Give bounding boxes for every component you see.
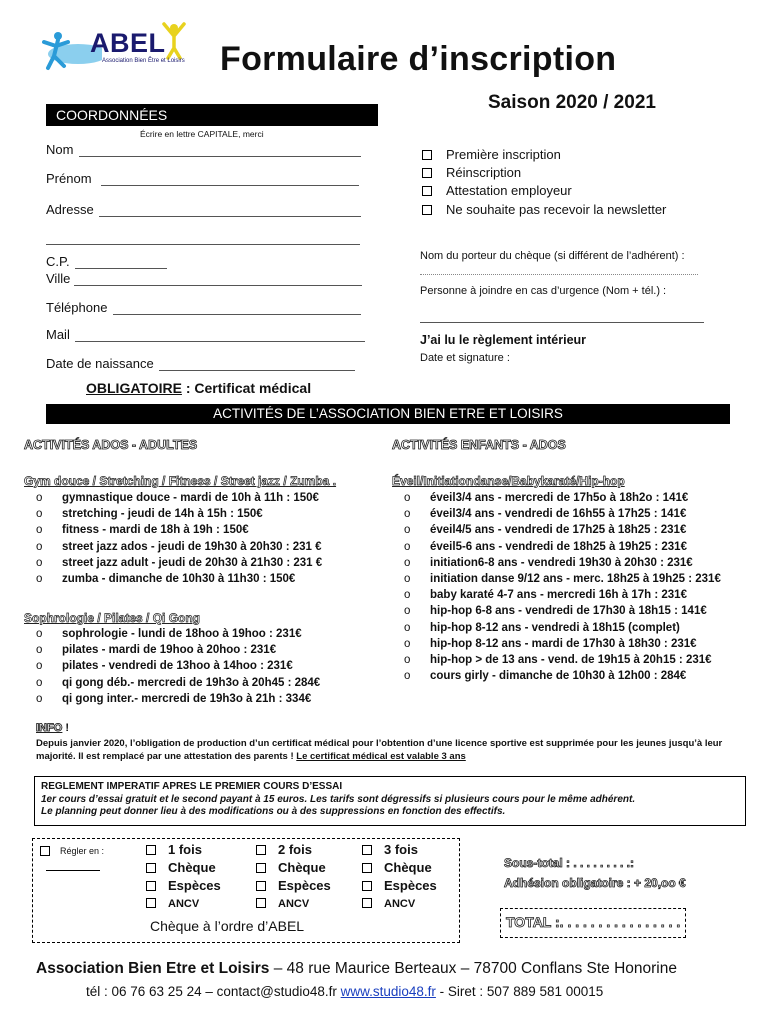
checkbox[interactable] <box>362 881 372 891</box>
activity-item <box>24 539 322 555</box>
footer-contact: tél : 06 76 63 25 24 – contact@studio48.fr <box>86 984 341 999</box>
reglement-title: REGLEMENT IMPERATIF APRES LE PREMIER COURS D’ESSAI <box>41 781 343 792</box>
activity-text: zumba - dimanche de 10h30 à 11h30 : 150€ <box>62 572 296 585</box>
bullet-icon: o <box>404 508 411 521</box>
urgence-label: Personne à joindre en cas d’urgence (Nom + tél.) : <box>420 285 667 297</box>
activity-item <box>392 490 721 506</box>
footer-assoc-line <box>36 960 677 978</box>
page-title: Formulaire d’inscription <box>220 40 617 78</box>
checkbox[interactable] <box>146 863 156 873</box>
checkbox[interactable] <box>146 845 156 855</box>
kids-title: ACTIVITÉS ENFANTS - ADOS <box>392 438 566 452</box>
activity-text: initiation danse 9/12 ans - merc. 18h25 à 19h25 : 231€ <box>430 572 721 585</box>
sophro-section-title: Sophrologie / Pilates / Qi Gong <box>24 611 201 625</box>
sous-total-label: Sous-total : . . . . . . . . .: <box>504 856 635 870</box>
activity-text: street jazz ados - jeudi de 19h30 à 20h30 : 231 € <box>62 540 322 553</box>
total-label: TOTAL :. . . . . . . . . . . . . . . . <box>506 914 681 930</box>
attestation-label: Attestation employeur <box>446 183 572 198</box>
activity-item <box>24 490 322 506</box>
bullet-icon: o <box>36 660 43 673</box>
activity-text: fitness - mardi de 18h à 19h : 150€ <box>62 524 249 537</box>
nom-label: Nom <box>46 142 74 157</box>
logo-subtitle: Association Bien Être et Loisirs <box>102 58 185 64</box>
checkbox[interactable] <box>422 205 432 215</box>
ordre-label: Chèque à l’ordre d’ABEL <box>150 918 305 934</box>
bullet-icon: o <box>36 508 43 521</box>
bullet-icon: o <box>36 556 43 569</box>
activity-text: sophrologie - lundi de 18hoo à 19hoo : 231€ <box>62 628 302 640</box>
info-link: Le certificat médical est valable 3 ans <box>296 751 466 762</box>
activity-item <box>392 506 721 522</box>
activity-item <box>392 636 721 652</box>
prenom-field[interactable] <box>46 171 359 186</box>
ancv-option[interactable] <box>146 898 199 910</box>
gym-list <box>24 490 322 587</box>
activity-text: gymnastique douce - mardi de 10h à 11h : 150€ <box>62 492 319 504</box>
season-label: Saison 2020 / 2021 <box>488 92 656 113</box>
especes-option[interactable] <box>146 878 221 893</box>
kids-list <box>392 490 721 684</box>
info-label: INFO <box>36 722 63 734</box>
checkbox[interactable] <box>40 846 50 856</box>
reinscription-option[interactable] <box>422 165 521 180</box>
activity-item <box>24 658 320 674</box>
reglement-box <box>34 776 746 826</box>
activity-text: pilates - mardi de 19hoo à 20hoo : 231€ <box>62 644 277 657</box>
bullet-icon: o <box>404 637 411 650</box>
activity-item <box>392 652 721 668</box>
checkbox[interactable] <box>362 863 372 873</box>
sophro-list <box>24 626 320 707</box>
regler-label: Régler en : <box>60 846 105 856</box>
bullet-icon: o <box>36 676 43 689</box>
fois-option[interactable] <box>146 842 202 857</box>
coordonnees-bar: COORDONNÉES <box>46 104 378 126</box>
bullet-icon: o <box>404 572 411 585</box>
activity-item <box>24 691 320 707</box>
logo-text: ABEL <box>90 28 166 58</box>
activity-item <box>392 555 721 571</box>
bullet-icon: o <box>404 492 411 504</box>
footer-contact-line <box>86 984 603 999</box>
bullet-icon: o <box>36 692 43 705</box>
checkbox[interactable] <box>146 898 156 908</box>
activity-text: éveil5-6 ans - vendredi de 18h25 à 19h25 : 231€ <box>430 540 687 553</box>
gym-section-title: Gym douce / Stretching / Fitness / Street jazz / Zumba . <box>24 474 337 488</box>
bullet-icon: o <box>404 653 411 666</box>
bullet-icon: o <box>36 492 43 504</box>
adhesion-label: Adhésion obligatoire : + 20,oo € <box>504 876 686 890</box>
ancv-option-label: ANCV <box>278 898 310 910</box>
fois-option-label: 1 fois <box>168 842 202 857</box>
regler-field[interactable] <box>46 870 100 871</box>
urgence-field[interactable] <box>420 322 704 323</box>
certificat-label: : Certificat médical <box>181 380 312 396</box>
premiere-label: Première inscription <box>446 147 561 162</box>
especes-option[interactable] <box>256 878 331 893</box>
bullet-icon: o <box>404 621 411 634</box>
checkbox[interactable] <box>256 863 266 873</box>
attestation-option[interactable] <box>422 183 572 198</box>
especes-option[interactable] <box>362 878 437 893</box>
telephone-field[interactable] <box>46 300 361 315</box>
activity-text: initiation6-8 ans - vendredi 19h30 à 20h30 : 231€ <box>430 556 693 569</box>
telephone-label: Téléphone <box>46 300 108 315</box>
activity-item <box>24 626 320 642</box>
activity-text: éveil4/5 ans - vendredi de 17h25 à 18h25 : 231€ <box>430 524 687 537</box>
activity-text: stretching - jeudi de 14h à 15h : 150€ <box>62 508 263 521</box>
footer-siret: - Siret : 507 889 581 00015 <box>435 984 604 999</box>
fois-option[interactable] <box>256 842 312 857</box>
cheque-option[interactable] <box>256 860 326 875</box>
kids-section-title: Éveil/Initiationdanse/Babykaraté/Hip-hop <box>392 474 625 488</box>
activity-text: éveil3/4 ans - mercredi de 17h5o à 18h2o : 141€ <box>430 492 689 504</box>
bullet-icon: o <box>404 540 411 553</box>
activity-item <box>392 539 721 555</box>
activity-text: hip-hop 8-12 ans - vendredi à 18h15 (complet) <box>430 621 680 634</box>
activity-item <box>24 555 322 571</box>
info-text: Depuis janvier 2020, l’obligation de production d’un certificat médical pour l’obtention d’une licence sportive est supprimée pour les jeunes jusqu’à leur majorité. Il est remplacé par une attestation des parents ! <box>36 738 723 762</box>
reinscription-label: Réinscription <box>446 165 522 180</box>
ancv-option-label: ANCV <box>168 898 200 910</box>
checkbox[interactable] <box>256 845 266 855</box>
bullet-icon: o <box>36 644 43 657</box>
naissance-field[interactable] <box>46 356 355 371</box>
fois-option[interactable] <box>362 842 418 857</box>
activity-item <box>392 620 721 636</box>
footer-assoc: Association Bien Etre et Loisirs <box>36 960 270 977</box>
checkbox[interactable] <box>422 150 432 160</box>
cheque-option-label: Chèque <box>168 860 216 875</box>
ancv-option[interactable] <box>256 898 309 910</box>
activity-text: éveil3/4 ans - vendredi de 16h55 à 17h25 : 141€ <box>430 508 687 521</box>
ancv-option[interactable] <box>362 898 415 910</box>
activity-item <box>392 603 721 619</box>
newsletter-label: Ne souhaite pas recevoir la newsletter <box>446 202 667 217</box>
activity-text: hip-hop 6-8 ans - vendredi de 17h30 à 18h15 : 141€ <box>430 605 707 618</box>
capitale-note: Écrire en lettre CAPITALE, merci <box>140 129 264 139</box>
activity-text: baby karaté 4-7 ans - mercredi 16h à 17h : 231€ <box>430 589 687 602</box>
especes-option-label: Espèces <box>168 878 221 893</box>
obligatoire-label: OBLIGATOIRE <box>86 380 182 396</box>
footer-website-link[interactable]: www.studio48.fr <box>340 984 436 999</box>
activity-item <box>24 522 322 538</box>
info-excl: ! <box>62 722 70 734</box>
fois-option-label: 3 fois <box>384 842 418 857</box>
ancv-option-label: ANCV <box>384 898 416 910</box>
especes-option-label: Espèces <box>278 878 331 893</box>
bullet-icon: o <box>404 556 411 569</box>
cheque-option-label: Chèque <box>384 860 432 875</box>
checkbox[interactable] <box>362 845 372 855</box>
porteur-field[interactable] <box>420 274 698 275</box>
checkbox[interactable] <box>362 898 372 908</box>
bullet-icon: o <box>404 670 411 683</box>
activity-text: hip-hop 8-12 ans - mardi de 17h30 à 18h30 : 231€ <box>430 637 697 650</box>
checkbox[interactable] <box>422 186 432 196</box>
obligatoire-line <box>86 380 311 396</box>
activity-item <box>24 506 322 522</box>
naissance-label: Date de naissance <box>46 356 154 371</box>
especes-option-label: Espèces <box>384 878 437 893</box>
bullet-icon: o <box>404 605 411 618</box>
bullet-icon: o <box>36 628 43 640</box>
activity-item <box>392 522 721 538</box>
activity-item <box>24 642 320 658</box>
bullet-icon: o <box>404 524 411 537</box>
signature-label: Date et signature : <box>420 352 510 364</box>
checkbox[interactable] <box>256 898 266 908</box>
nom-field[interactable] <box>46 142 361 157</box>
activities-bar: ACTIVITÉS DE L’ASSOCIATION BIEN ETRE ET LOISIRS <box>46 404 730 424</box>
mail-label: Mail <box>46 327 70 342</box>
activity-text: qi gong inter.- mercredi de 19h3o à 21h : 334€ <box>62 692 312 705</box>
activity-item <box>24 571 322 587</box>
porteur-label: Nom du porteur du chèque (si différent de l’adhérent) : <box>420 250 685 262</box>
cp-label: C.P. <box>46 254 70 269</box>
newsletter-option[interactable] <box>422 202 666 217</box>
activity-text: hip-hop > de 13 ans - vend. de 19h15 à 20h15 : 231€ <box>430 653 712 666</box>
mail-field[interactable] <box>46 327 365 342</box>
info-block <box>36 722 756 763</box>
abel-logo <box>42 18 192 80</box>
reglement-line2: Le planning peut donner lieu à des modifications ou à des suppressions en fonction des effectifs. <box>41 806 506 817</box>
reglement-line1: 1er cours d’essai gratuit et le second payant à 15 euros. Les tarifs sont dégressifs si plusieurs cours pour le même adhérent. <box>41 793 636 805</box>
adresse-line2[interactable] <box>46 232 360 248</box>
footer-address: – 48 rue Maurice Berteaux – 78700 Conflans Ste Honorine <box>269 960 677 977</box>
activity-text: pilates - vendredi de 13hoo à 14hoo : 231€ <box>62 660 293 673</box>
checkbox[interactable] <box>146 881 156 891</box>
cheque-option[interactable] <box>146 860 216 875</box>
cp-field[interactable] <box>46 254 167 269</box>
fois-option-label: 2 fois <box>278 842 312 857</box>
ville-field[interactable] <box>46 271 362 286</box>
activity-item <box>392 668 721 684</box>
activity-item <box>392 571 721 587</box>
bullet-icon: o <box>36 540 43 553</box>
bullet-icon: o <box>404 589 411 602</box>
activity-text: qi gong déb.- mercredi de 19h3o à 20h45 : 284€ <box>62 676 321 689</box>
bullet-icon: o <box>36 572 43 585</box>
checkbox[interactable] <box>422 168 432 178</box>
adresse-field[interactable] <box>46 202 361 217</box>
regler-option[interactable] <box>40 846 104 857</box>
checkbox[interactable] <box>256 881 266 891</box>
activity-text: cours girly - dimanche de 10h30 à 12h00 : 284€ <box>430 670 687 683</box>
adresse-label: Adresse <box>46 202 94 217</box>
bullet-icon: o <box>36 524 43 537</box>
activity-item <box>24 675 320 691</box>
premiere-option[interactable] <box>422 147 561 162</box>
activity-text: street jazz adult - jeudi de 20h30 à 21h30 : 231 € <box>62 556 323 569</box>
cheque-option-label: Chèque <box>278 860 326 875</box>
ville-label: Ville <box>46 271 71 286</box>
reglement-lu-label: J’ai lu le règlement intérieur <box>420 333 587 347</box>
adults-title: ACTIVITÉS ADOS - ADULTES <box>24 438 198 452</box>
prenom-label: Prénom <box>46 171 92 186</box>
cheque-option[interactable] <box>362 860 432 875</box>
activity-item <box>392 587 721 603</box>
